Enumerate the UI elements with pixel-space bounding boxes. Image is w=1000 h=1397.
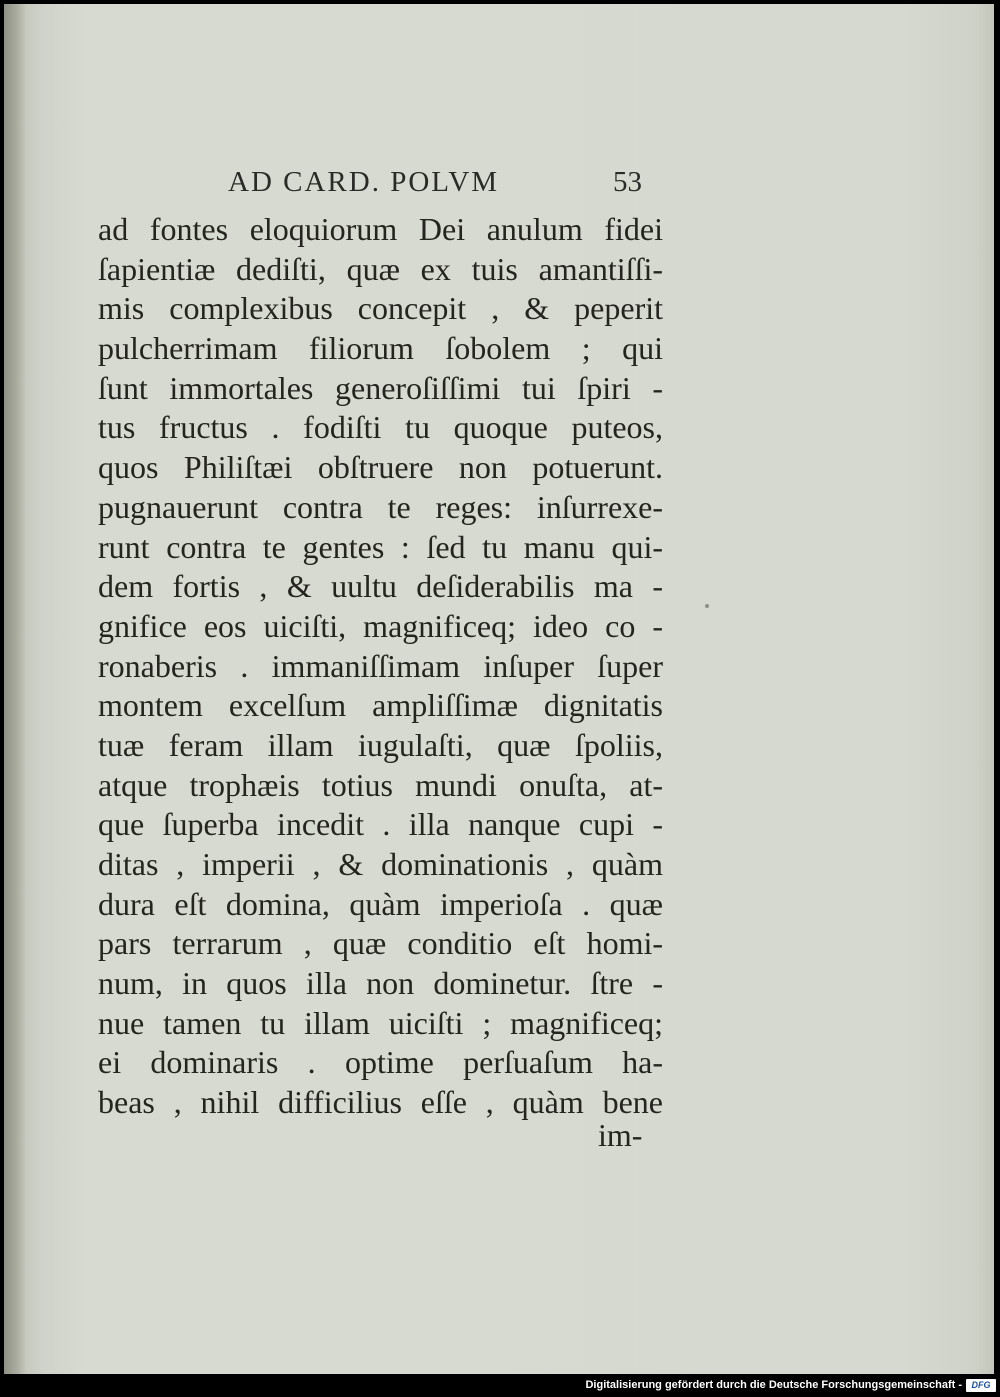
text-line: beas , nihil difficilius eſſe , quàm bene [98, 1084, 663, 1121]
text-line: tus fructus . fodiſti tu quoque puteos, [98, 409, 663, 446]
text-line: ditas , imperii , & dominationis , quàm [98, 846, 663, 882]
text-line: pulcherrimam filiorum ſobolem ; qui [98, 330, 663, 367]
text-line: tuæ feram illam iugulaſti, quæ ſpoliis, [98, 726, 663, 763]
footer-credit [585, 1376, 996, 1394]
running-head-title: AD CARD. POLVM [228, 166, 500, 198]
page-gutter-shadow [4, 4, 26, 1374]
text-line: montem excelſum ampliſſimæ dignitatis [98, 687, 663, 724]
text-line: num, in quos illa non dominetur. ſtre - [98, 965, 663, 1002]
text-line: ad fontes eloquiorum Dei anulum fidei [98, 211, 663, 247]
body-text [98, 210, 663, 1123]
text-line: pugnauerunt contra te reges: inſurrexe- [98, 488, 663, 525]
text-line: que ſuperba incedit . illa nanque cupi - [98, 806, 663, 843]
text-line: dura eſt domina, quàm imperioſa . quæ [98, 885, 663, 922]
text-line: ronaberis . immaniſſimam inſuper ſuper [98, 647, 663, 684]
text-line: mis complexibus concepit , & peperit [98, 290, 663, 327]
text-line: gnifice eos uiciſti, magnificeq; ideo co - [98, 607, 663, 644]
page-number: 53 [613, 166, 642, 198]
text-line: quos Philiſtæi obſtruere non potuerunt. [98, 449, 663, 486]
digitization-credit: Digitalisierung gefördert durch die Deutsche Forschungsgemeinschaft - [585, 1379, 962, 1391]
catchword: im- [598, 1117, 643, 1153]
text-line: atque trophæis totius mundi onuſta, at- [98, 766, 663, 803]
text-line: ei dominaris . optime perſuaſum ha- [98, 1044, 663, 1081]
text-line: nue tamen tu illam uiciſti ; magnificeq; [98, 1004, 663, 1041]
text-line: ſunt immortales generoſiſſimi tui ſpiri - [98, 369, 663, 406]
text-line: runt contra te gentes : ſed tu manu qui- [98, 528, 663, 565]
dfg-logo-icon: DFG [966, 1379, 996, 1392]
text-line: pars terrarum , quæ conditio eſt homi- [98, 925, 663, 962]
paper-speck [705, 604, 709, 608]
text-line: dem fortis , & uultu deſiderabilis ma - [98, 568, 663, 605]
text-line: ſapientiæ dediſti, quæ ex tuis amantiſſi- [98, 250, 663, 287]
running-head [228, 166, 658, 199]
